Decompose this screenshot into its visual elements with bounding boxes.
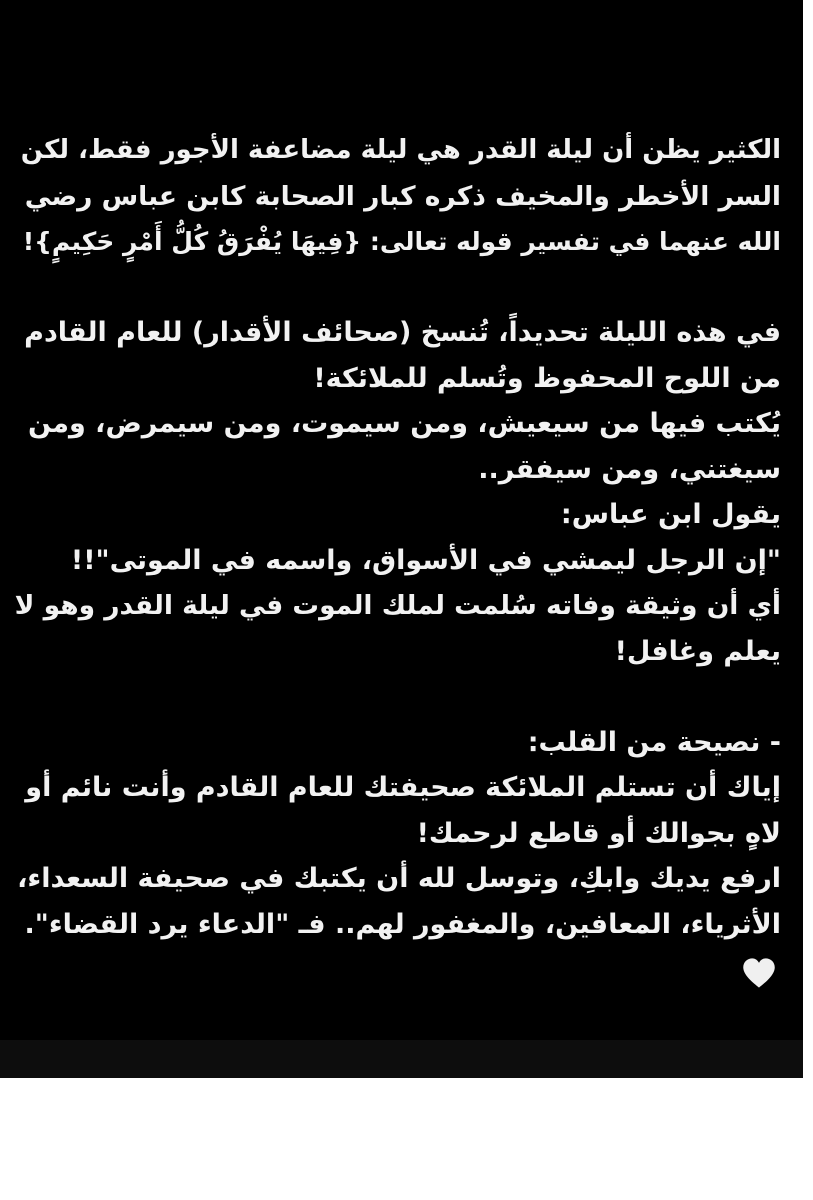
text-line: - نصيحة من القلب:	[527, 726, 781, 758]
text-line: في هذه الليلة تحديداً، تُنسخ (صحائف الأقدار) للعام القادم	[24, 317, 781, 348]
text-line: الأثرياء، المعافين، والمغفور لهم.. فـ "الدعاء يرد القضاء".	[24, 908, 781, 940]
text-line: أي أن وثيقة وفاته سُلمت لملك الموت في ليلة القدر وهو لا	[14, 590, 781, 621]
paragraph-gap	[11, 265, 781, 311]
text-line: يعلم وغافل!	[614, 635, 781, 667]
text-line: يُكتب فيها من سيعيش، ومن سيموت، ومن سيمرض، ومن	[27, 408, 781, 439]
text-line: لاهٍ بجوالك أو قاطع لرحمك!	[416, 817, 781, 849]
text-line: الله عنهما في تفسير قوله تعالى: {فِيهَا يُفْرَقُ كُلُّ أَمْرٍ حَكِيمٍ}!	[22, 227, 781, 256]
text-line: من اللوح المحفوظ وتُسلم للملائكة!	[313, 362, 781, 394]
bottom-strip	[0, 1040, 803, 1078]
text-line: إياك أن تستلم الملائكة صحيفتك للعام القادم وأنت نائم أو	[25, 772, 781, 803]
text-line: سيغتني، ومن سيفقر..	[478, 453, 781, 485]
text-line: الكثير يظن أن ليلة القدر هي ليلة مضاعفة الأجور فقط، لكن	[20, 135, 781, 165]
text-line: "إن الرجل ليمشي في الأسواق، واسمه في الموتى"!!	[70, 544, 781, 576]
text-line: السر الأخطر والمخيف ذكره كبار الصحابة كابن عباس رضي	[24, 180, 781, 212]
text-line: ارفع يديك وابكِ، وتوسل لله أن يكتبك في صحيفة السعداء،	[17, 863, 781, 894]
bottom-margin	[0, 1078, 813, 1200]
post-text	[11, 128, 781, 993]
paragraph-gap	[11, 674, 781, 720]
white-heart-icon	[11, 947, 781, 993]
text-line: يقول ابن عباس:	[560, 499, 781, 530]
